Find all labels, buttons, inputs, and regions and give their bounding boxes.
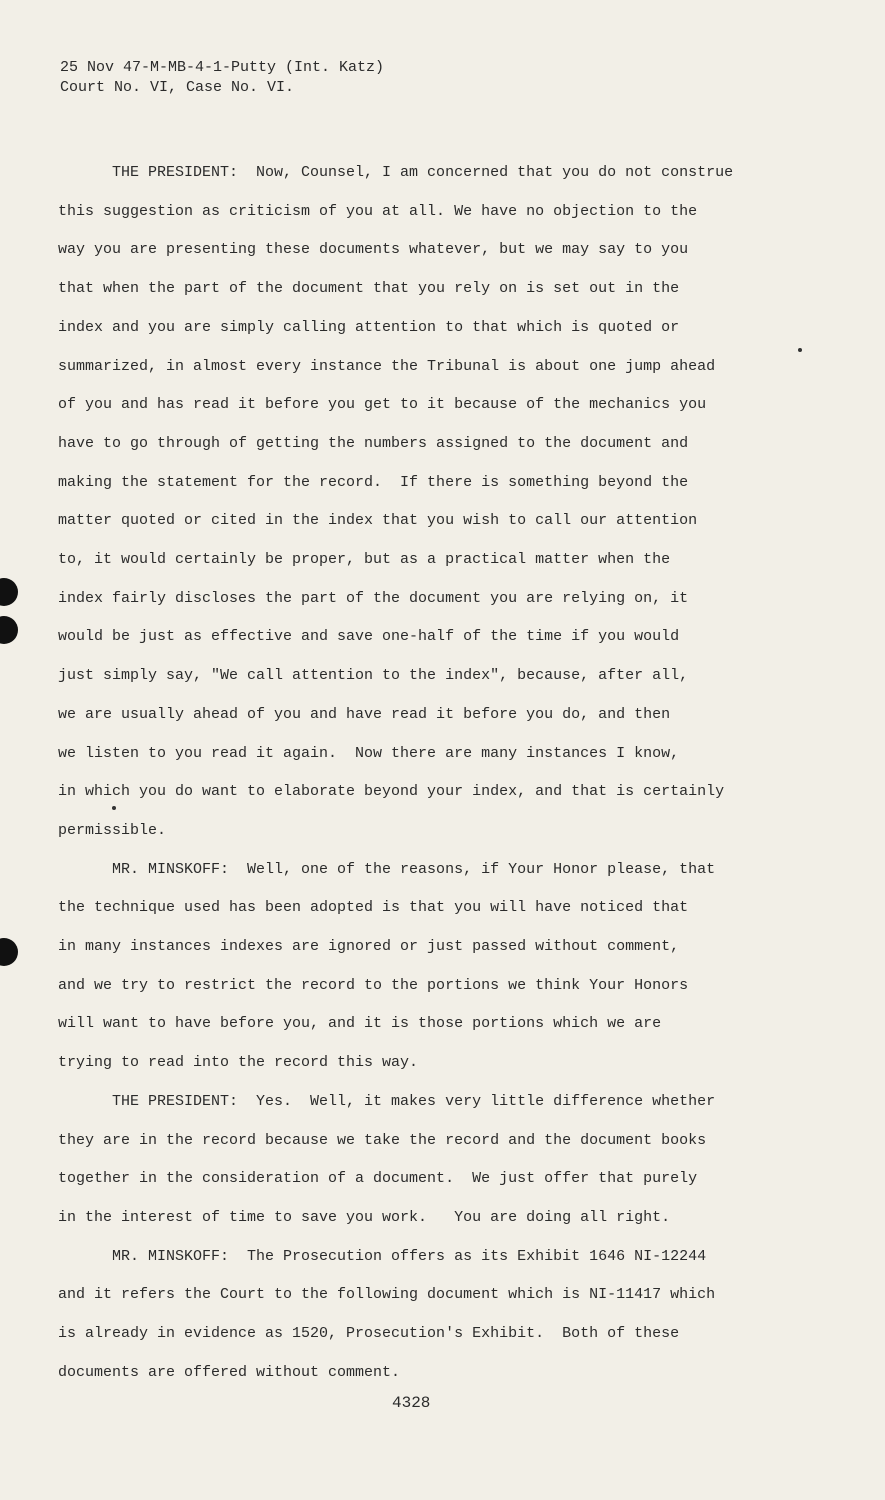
body-line: is already in evidence as 1520, Prosecution's Exhibit. Both of these: [58, 1325, 680, 1343]
body-line: would be just as effective and save one-half of the time if you would: [58, 628, 680, 646]
header-court-line: Court No. VI, Case No. VI.: [60, 79, 295, 96]
page-number: 4328: [392, 1394, 431, 1412]
body-line: THE PRESIDENT: Now, Counsel, I am concerned that you do not construe: [58, 164, 734, 181]
body-line: this suggestion as criticism of you at all. We have no objection to the: [58, 202, 698, 220]
body-line: together in the consideration of a document. We just offer that purely: [58, 1170, 698, 1188]
body-line: index fairly discloses the part of the document you are relying on, it: [58, 589, 689, 607]
body-line: have to go through of getting the numbers assigned to the document and: [58, 434, 689, 452]
transcript-header: [60, 58, 384, 98]
transcript-body: [58, 154, 848, 1393]
body-line: index and you are simply calling attention to that which is quoted or: [58, 318, 680, 336]
body-line: summarized, in almost every instance the Tribunal is about one jump ahead: [58, 357, 716, 375]
body-line: of you and has read it before you get to it because of the mechanics you: [58, 396, 707, 414]
body-line: MR. MINSKOFF: Well, one of the reasons, if Your Honor please, that: [58, 860, 716, 878]
body-line: and it refers the Court to the following document which is NI-11417 which: [58, 1286, 716, 1304]
body-line: in the interest of time to save you work. You are doing all right.: [58, 1208, 671, 1226]
body-line: and we try to restrict the record to the portions we think Your Honors: [58, 976, 689, 994]
body-line: way you are presenting these documents whatever, but we may say to you: [58, 241, 689, 259]
body-line: the technique used has been adopted is that you will have noticed that: [58, 899, 689, 917]
body-line: documents are offered without comment.: [58, 1363, 401, 1381]
body-line: making the statement for the record. If there is something beyond the: [58, 473, 689, 491]
body-line: to, it would certainly be proper, but as a practical matter when the: [58, 551, 671, 569]
body-line: MR. MINSKOFF: The Prosecution offers as its Exhibit 1646 NI-12244: [58, 1247, 707, 1265]
binder-hole: [0, 938, 18, 966]
body-line: trying to read into the record this way.: [58, 1054, 419, 1072]
binder-hole: [0, 578, 18, 606]
body-line: we listen to you read it again. Now there are many instances I know,: [58, 744, 680, 762]
body-line: that when the part of the document that you rely on is set out in the: [58, 280, 680, 298]
body-line: just simply say, "We call attention to the index", because, after all,: [58, 667, 689, 685]
body-line: they are in the record because we take the record and the document books: [58, 1131, 707, 1149]
body-line: in which you do want to elaborate beyond your index, and that is certainly: [58, 783, 725, 801]
body-line: we are usually ahead of you and have read it before you do, and then: [58, 705, 671, 723]
header-session-line: 25 Nov 47-M-MB-4-1-Putty (Int. Katz): [60, 59, 385, 76]
binder-hole: [0, 616, 18, 644]
body-line: will want to have before you, and it is those portions which we are: [58, 1015, 662, 1033]
body-line: permissible.: [58, 821, 167, 839]
body-line: matter quoted or cited in the index that you wish to call our attention: [58, 512, 698, 530]
body-line: THE PRESIDENT: Yes. Well, it makes very little difference whether: [58, 1092, 716, 1110]
body-line: in many instances indexes are ignored or just passed without comment,: [58, 938, 680, 956]
